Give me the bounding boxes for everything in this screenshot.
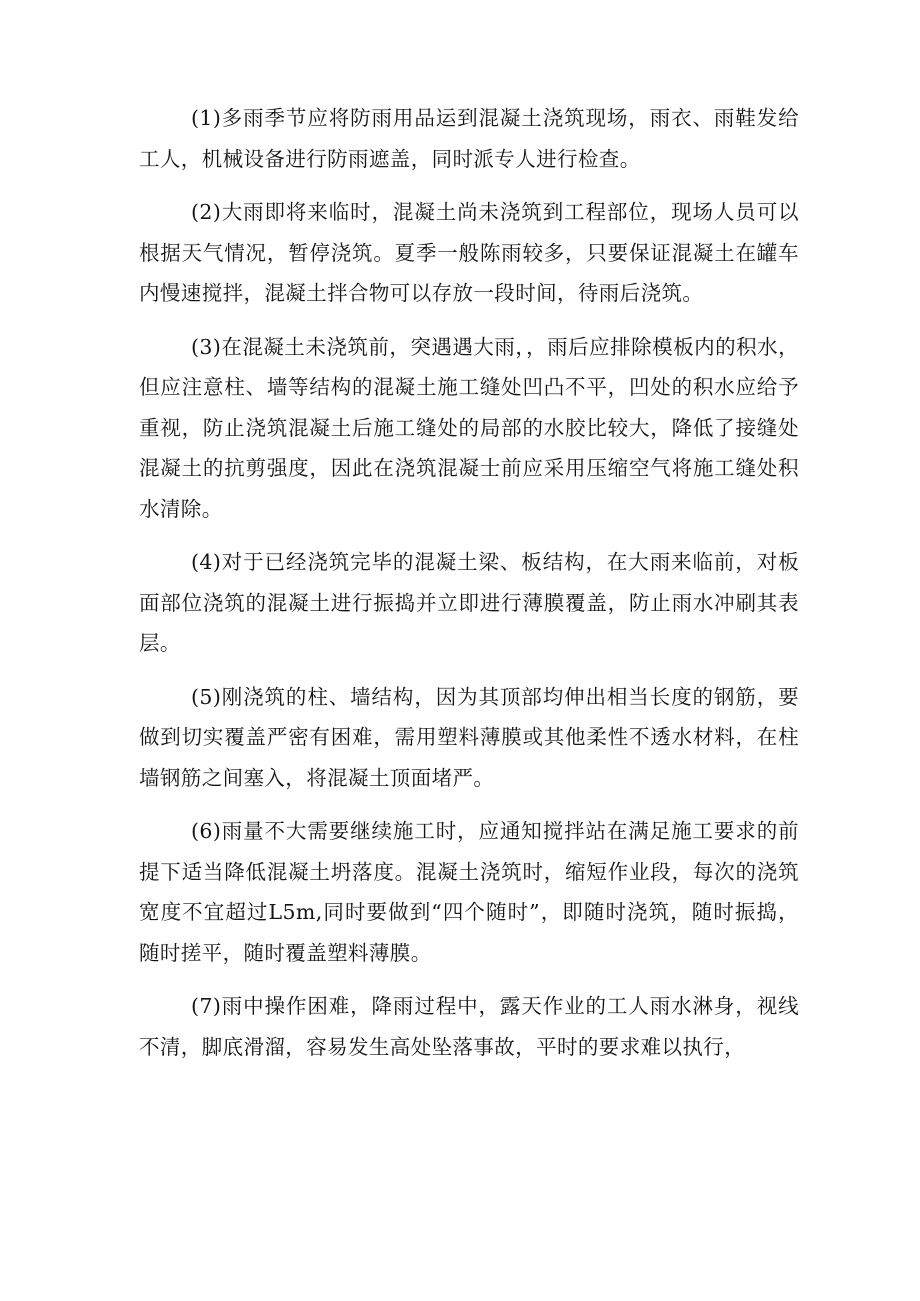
paragraph-2: (2)大雨即将来临时，混凝土尚未浇筑到工程部位，现场人员可以根据天气情况，暂停浇筑。夏季一般陈雨较多，只要保证混凝土在罐车内慢速搅拌，混凝土拌合物可以存放一段时间，待雨后浇筑。	[139, 200, 799, 305]
paragraph-6: (6)雨量不大需要继续施工时，应通知搅拌站在满足施工要求的前提下适当降低混凝土坍落度。混凝土浇筑时，缩短作业段，每次的浇筑宽度不宜超过L5m,同时要做到“四个随时”，即随时浇筑，随时振捣，随时搓平，随时覆盖塑料薄膜。	[139, 819, 799, 965]
paragraph-1: (1)多雨季节应将防雨用品运到混凝土浇筑现场，雨衣、雨鞋发给工人，机械设备进行防雨遮盖，同时派专人进行检查。	[139, 106, 799, 171]
paragraph-3: (3)在混凝土未浇筑前，突遇遇大雨，，雨后应排除模板内的积水，但应注意柱、墙等结构的混凝土施工缝处凹凸不平，凹处的积水应给予重视，防止浇筑混凝土后施工缝处的局部的水胶比较大，降低了接缝处混凝土的抗剪强度，因此在浇筑混凝士前应采用压缩空气将施工缝处积水清除。	[139, 334, 799, 521]
document-body	[139, 98, 799, 1080]
paragraph-7: (7)雨中操作困难，降雨过程中，露天作业的工人雨水淋身，视线不清，脚底滑溜，容易发生高处坠落事故，平时的要求难以执行，	[139, 994, 799, 1059]
paragraph-4: (4)对于已经浇筑完毕的混凝土梁、板结构，在大雨来临前，对板面部位浇筑的混凝土进行振捣并立即进行薄膜覆盖，防止雨水冲刷其表层。	[139, 550, 799, 655]
paragraph-5: (5)刚浇筑的柱、墙结构，因为其顶部均伸出相当长度的钢筋，要做到切实覆盖严密有困难，需用塑料薄膜或其他柔性不透水材料，在柱墙钢筋之间塞入，将混凝土顶面堵严。	[139, 684, 799, 790]
